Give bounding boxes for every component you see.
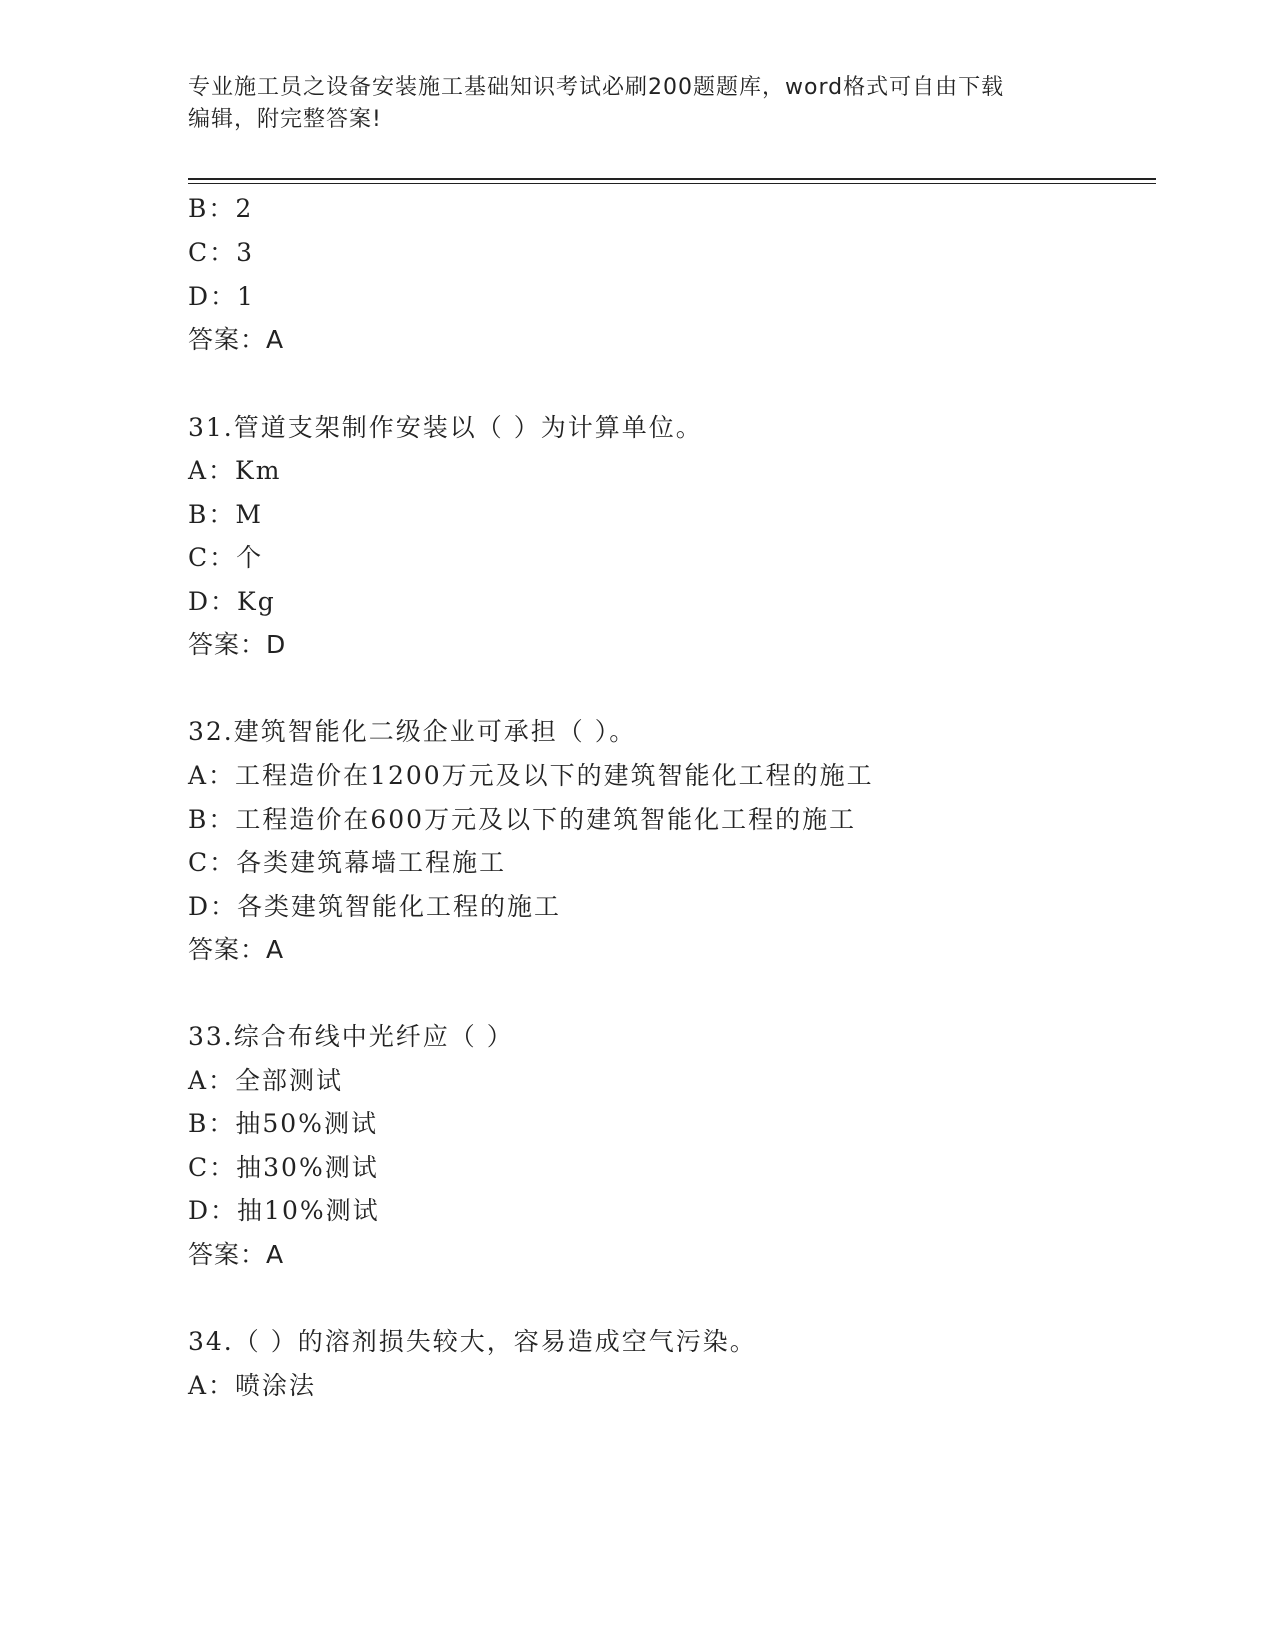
- q30-option-b: B：2: [188, 194, 254, 223]
- q31-option-c: C：个: [188, 543, 264, 572]
- q34-option-a: A：喷涂法: [188, 1371, 317, 1400]
- q32-option-d: D：各类建筑智能化工程的施工: [188, 892, 562, 921]
- q31-option-b: B：M: [188, 500, 263, 529]
- header-title-line-2: 编辑，附完整答案!: [188, 107, 382, 132]
- q32-answer: 答案：A: [188, 935, 285, 964]
- q32-option-b: B：工程造价在600万元及以下的建筑智能化工程的施工: [188, 805, 857, 834]
- q32-stem: 32.建筑智能化二级企业可承担（ ）。: [188, 717, 637, 746]
- header-divider-thick: [188, 178, 1156, 180]
- q30-answer: 答案：A: [188, 325, 285, 354]
- q30-option-d: D：1: [188, 282, 255, 311]
- q34-stem: 34.（ ）的溶剂损失较大，容易造成空气污染。: [188, 1327, 757, 1356]
- q31-answer: 答案：D: [188, 630, 287, 659]
- q31-stem: 31.管道支架制作安装以（ ）为计算单位。: [188, 413, 703, 442]
- q30-option-c: C：3: [188, 238, 255, 267]
- q33-stem: 33.综合布线中光纤应（ ）: [188, 1022, 514, 1051]
- q33-answer: 答案：A: [188, 1240, 285, 1269]
- document-header: [188, 72, 1088, 136]
- q32-option-c: C：各类建筑幕墙工程施工: [188, 848, 507, 877]
- q31-option-a: A：Km: [188, 456, 282, 485]
- q33-option-d: D：抽10%测试: [188, 1196, 380, 1225]
- q33-option-b: B：抽50%测试: [188, 1109, 378, 1138]
- q33-option-c: C：抽30%测试: [188, 1153, 379, 1182]
- q33-option-a: A：全部测试: [188, 1066, 344, 1095]
- q31-option-d: D：Kg: [188, 587, 276, 616]
- q32-option-a: A：工程造价在1200万元及以下的建筑智能化工程的施工: [188, 761, 874, 790]
- header-title-line-1: 专业施工员之设备安装施工基础知识考试必刷200题题库，word格式可自由下载: [188, 75, 1005, 100]
- header-divider-thin: [188, 183, 1156, 184]
